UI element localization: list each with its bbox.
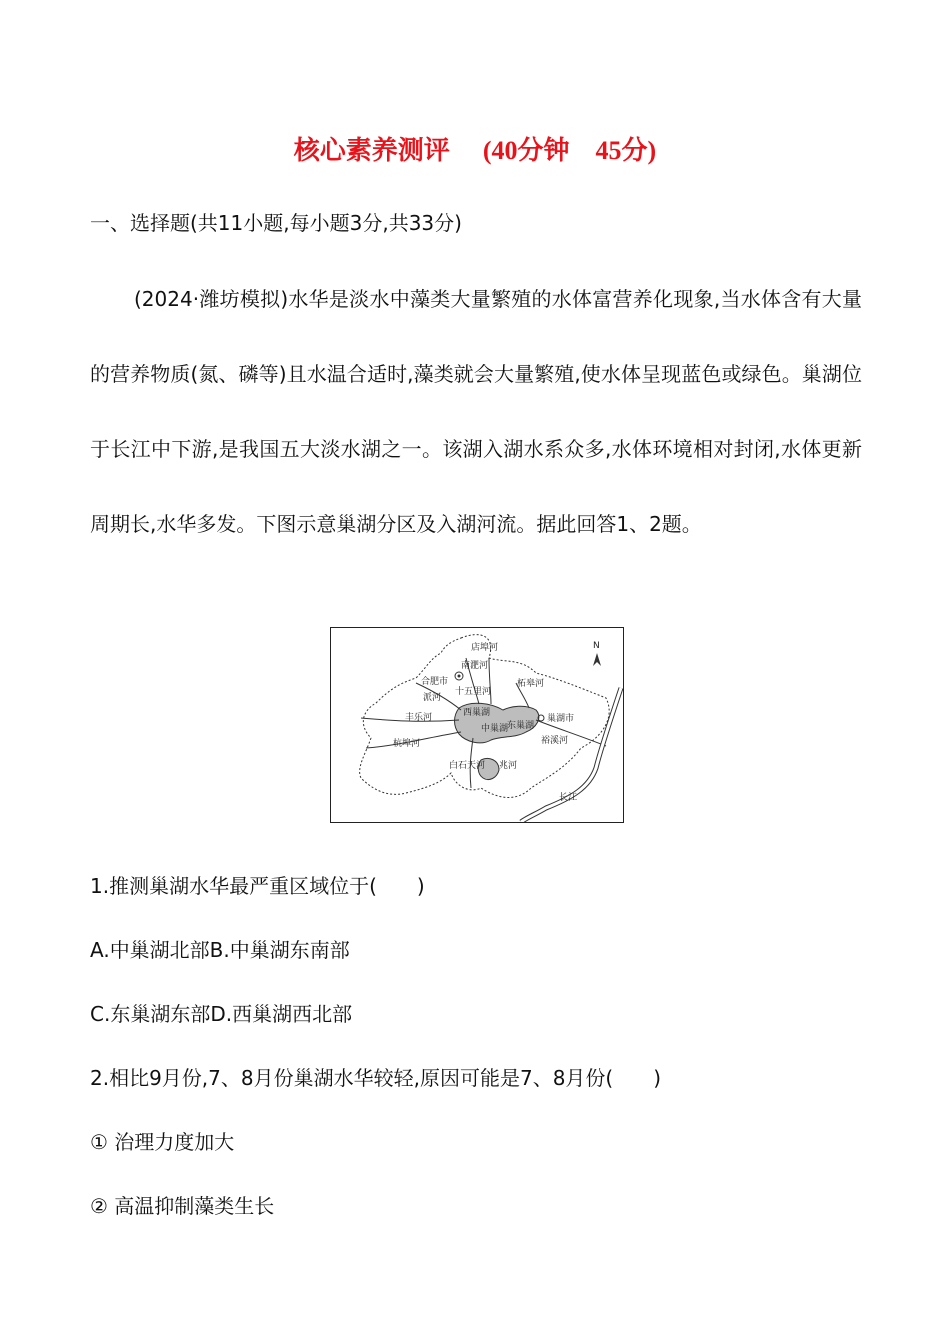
label-middle-lake: 中巢湖 bbox=[481, 724, 509, 734]
label-yangtze: 长江 bbox=[559, 793, 578, 803]
label-fengle: 丰乐河 bbox=[405, 713, 433, 723]
label-zhegao: 柘皋河 bbox=[517, 679, 545, 689]
q2-stem: 2.相比9月份,7、8月份巢湖水华较轻,原因可能是7、8月份( ) bbox=[90, 1066, 662, 1090]
chaohu-map bbox=[330, 627, 624, 823]
q1-stem: 1.推测巢湖水华最严重区域位于( ) bbox=[90, 874, 425, 898]
q1-options-ab: A.中巢湖北部B.中巢湖东南部 bbox=[90, 938, 350, 962]
label-nanfei: 南淝河 bbox=[461, 661, 489, 671]
label-zhao: 兆河 bbox=[499, 761, 518, 771]
north-label: N bbox=[593, 641, 600, 651]
label-pai: 派河 bbox=[423, 693, 442, 703]
page-title bbox=[0, 130, 950, 167]
dianbu-river bbox=[489, 658, 491, 704]
hefei-marker-dot bbox=[458, 675, 461, 678]
map-svg bbox=[331, 628, 623, 822]
section-heading: 一、选择题(共11小题,每小题3分,共33分) bbox=[90, 211, 462, 235]
label-chaohu-city: 巢湖市 bbox=[547, 714, 575, 724]
q2-option-2: ② 高温抑制藻类生长 bbox=[90, 1194, 275, 1218]
label-east-lake: 东巢湖 bbox=[507, 721, 535, 731]
label-yuxi: 裕溪河 bbox=[541, 736, 569, 746]
q2-option-1: ① 治理力度加大 bbox=[90, 1130, 235, 1154]
label-west-lake: 西巢湖 bbox=[463, 708, 491, 718]
time-score: (40分钟 45分) bbox=[482, 136, 657, 165]
q1-options-cd: C.东巢湖东部D.西巢湖西北部 bbox=[90, 1002, 353, 1026]
label-dianbu: 店埠河 bbox=[471, 643, 499, 653]
label-hefei: 合肥市 bbox=[421, 677, 449, 687]
label-hangbu: 杭埠河 bbox=[393, 739, 421, 749]
label-baishitian: 白石天河 bbox=[449, 761, 486, 771]
north-arrow-icon bbox=[593, 653, 601, 666]
title-text: 核心素养测评 bbox=[293, 136, 450, 166]
passage: (2024·潍坊模拟)水华是淡水中藻类大量繁殖的水体富营养化现象,当水体含有大量的营养物质(氮、磷等)且水温合适时,藻类就会大量繁殖,使水体呈现蓝色或绿色。巢湖位于长江中下游,是我国五大淡水湖之一。该湖入湖水系众多,水体环境相对封闭,水体更新周期长,水华多发。下图示意巢湖分区及入湖河流。据此回答1、2题。 bbox=[90, 287, 862, 536]
label-shiwuli: 十五里河 bbox=[455, 687, 492, 697]
